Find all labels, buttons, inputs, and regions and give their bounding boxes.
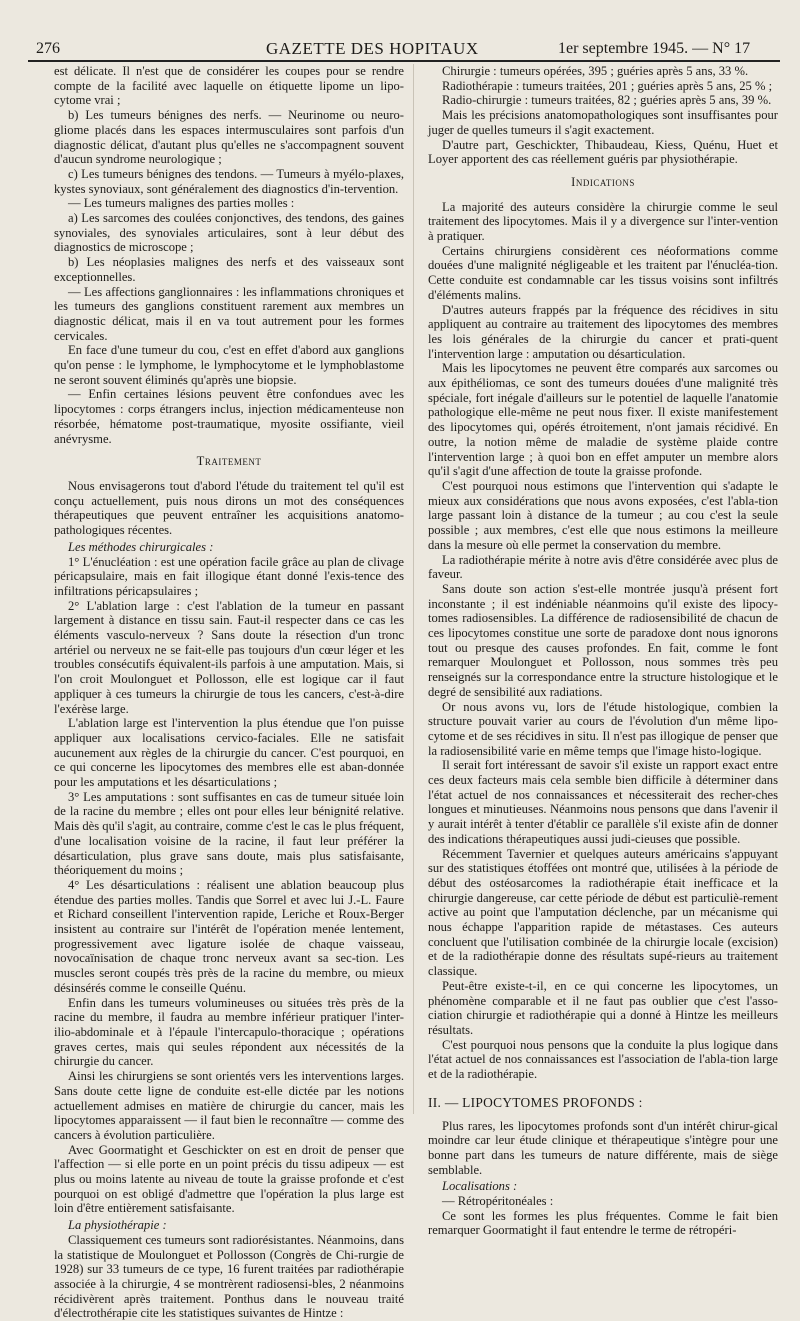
paragraph: En face d'une tumeur du cou, c'est en effet d'abord aux ganglions qu'on pense : le lymphome, le lymphocytome et le lymphoblastome ne seront souvent éliminés qu'après une biopsie. xyxy=(54,343,404,387)
subheading-localisations: Localisations : xyxy=(442,1179,518,1194)
paragraph: Or nous avons vu, lors de l'étude histologique, combien la structure pouvait varier au cours de l'évolution d'un même lipo-cytome et de ses récidives in situ. Il n'est pas illogique de penser que la radiosensibilité varie en même temps que l'image histo-logique. xyxy=(428,699,778,758)
paragraph: Classiquement ces tumeurs sont radiorésistantes. Néanmoins, dans la statistique de Moulonguet et Pollosson (Congrès de Chi-rurgie de 1928) sur 33 tumeurs de ce type, 16 furent traitées par radiothérapie associée à la chirurgie, 4 se montrèrent radiosensi-bles, 2 néanmoins récidivèrent après traitement. Ponthus dans le nouveau traité d'électrothérapie cite les statistiques suivantes de Hintze : xyxy=(54,1232,404,1321)
journal-title: GAZETTE DES HOPITAUX xyxy=(266,39,479,58)
paragraph: La radiothérapie mérite à notre avis d'être considérée avec plus de faveur. xyxy=(428,552,778,582)
paragraph: 1° L'énucléation : est une opération facile grâce au plan de clivage péricapsulaire, mais en fait illogique étant donné l'exis-tence des infiltrations péricapsulaires ; xyxy=(54,554,404,598)
paragraph: c) Les tumeurs bénignes des tendons. — Tumeurs à myélo-plaxes, kystes synoviaux, sont généralement des diagnostics d'in-tervention. xyxy=(54,166,404,196)
paragraph: Mais les précisions anatomopathologiques sont insuffisantes pour juger de quelles tumeurs il s'agit exactement. xyxy=(428,108,778,137)
paragraph: Plus rares, les lipocytomes profonds sont d'un intérêt chirur-gical moindre car leur étude clinique et thérapeutique s'intègre pour une bonne part dans les tumeurs de nature différente, mais de siège semblable. xyxy=(428,1118,778,1177)
paragraph: Nous envisagerons tout d'abord l'étude du traitement tel qu'il est conçu actuellement, puis nous dirons un mot des conséquences thérapeutiques que peuvent entraîner les acquisitions anatomo-pathologiques récentes. xyxy=(54,478,404,538)
paragraph: Ainsi les chirurgiens se sont orientés vers les interventions larges. Sans doute cette ligne de conduite est-elle dictée par les notions actuellement admises en matière de chirurgie du cancer, mais les lipocytomes apparaissent — il faut bien le reconnaître — comme des cancers à évolution particulière. xyxy=(54,1069,404,1142)
paragraph: C'est pourquoi nous estimons que l'intervention qui s'adapte le mieux aux considérations que nous avons exposées, c'est l'abla-tion large passant loin à distance de la tumeur ; au cou c'est la seule possible ; aux membres, c'est elle que nous estimons la meilleure dans la mesure où elle permet la conservation du membre. xyxy=(428,478,778,552)
paragraph: D'autres auteurs frappés par la fréquence des récidives in situ appliquent au contraire au traitement des lipocytomes des membres les lois générales de la chirurgie du cancer et prati-quent l'intervention large : amputation ou désarticulation. xyxy=(428,302,778,361)
paragraph: C'est pourquoi nous pensons que la conduite la plus logique dans l'état actuel de nos connaissances est l'association de l'abla-tion large et de la radiothérapie. xyxy=(428,1037,778,1082)
paragraph: Chirurgie : tumeurs opérées, 395 ; guéries après 5 ans, 33 %. xyxy=(442,64,749,78)
paragraph: — Rétropéritonéales : xyxy=(442,1194,554,1209)
left-column xyxy=(54,64,404,1321)
paragraph: a) Les sarcomes des coulées conjonctives, des tendons, des gaines synoviales, des synoviales articulaires, sont à leur début des diagnostics de microscope ; xyxy=(54,211,404,255)
paragraph: Radio-chirurgie : tumeurs traitées, 82 ; guéries après 5 ans, 39 %. xyxy=(442,93,772,108)
paragraph: Certains chirurgiens considèrent ces néoformations comme douées d'une malignité négligeable et les traitent par l'énucléa-tion. Cette conduite est condamnable car les tissus voisins sont infiltrés d'éléments malins. xyxy=(428,243,778,302)
column-divider xyxy=(413,64,414,1114)
section-heading-indications: Indications xyxy=(571,174,635,189)
paragraph: — Les tumeurs malignes des parties molles : xyxy=(68,196,295,211)
paragraph: 4° Les désarticulations : réalisent une ablation beaucoup plus étendue des parties molles. Tandis que Sorrel et avec lui J.-L. Faure et Richard conseillent l'intervention rapide, Leriche et Roux-Berger insistent au contraire sur l'intérêt de l'opération menée lentement, progressivement avec ligature isolée de chaque vaisseau, novocaïnisation de chaque tronc nerveux avant sa sec-tion. Les muscles seront coupés très près de la racine du membre, ou mieux désinsérés comme le conseille Quénu. xyxy=(54,877,404,995)
paragraph: Radiothérapie : tumeurs traitées, 201 ; guéries après 5 ans, 25 % ; xyxy=(442,78,773,93)
paragraph: — Enfin certaines lésions peuvent être confondues avec les lipocytomes : corps étrangers inclus, injection médicamenteuse non résorbée, hématome post-traumatique, myosite ossifiante, vieil anévrysme. xyxy=(54,387,404,446)
paragraph: Enfin dans les tumeurs volumineuses ou situées très près de la racine du membre, il faudra au membre inférieur pratiquer l'inter-ilio-abdominale et à l'épaule l'intercapulo-thoracique ; opérations graves certes, mais qui seules répondent aux nécessités de la chirurgie du cancer. xyxy=(54,995,404,1069)
paragraph: b) Les néoplasies malignes des nerfs et des vaisseaux sont exceptionnelles. xyxy=(54,255,404,284)
paragraph: D'autre part, Geschickter, Thibaudeau, Kiess, Quénu, Huet et Loyer apportent des cas réellement guéris par physiothérapie. xyxy=(428,137,778,167)
running-header xyxy=(28,36,780,62)
section-heading-traitement: Traitement xyxy=(196,454,262,469)
paragraph: 2° L'ablation large : c'est l'ablation de la tumeur en passant largement à distance en tissu sain. Faut-il respecter dans ce cas les éléments vasculo-nerveux ? Sans doute la résection d'un tronc artériel ou nerveux ne se fait-elle pas toujours d'un cœur léger et les troubles consécutifs équivalent-ils parfois à une amputation. Mais, si l'on croit Moulonguet et Pollosson, elle est logique car il faut appliquer à ces tumeurs la chirurgie de tous les cancers, c'est-à-dire l'exérèse large. xyxy=(54,598,404,716)
paragraph: La majorité des auteurs considère la chirurgie comme le seul traitement des lipocytomes. Mais il y a divergence sur l'inter-vention à pratiquer. xyxy=(428,199,778,244)
subheading-methodes: Les méthodes chirurgicales : xyxy=(68,539,214,554)
page-number: 276 xyxy=(36,40,60,57)
paragraph: 3° Les amputations : sont suffisantes en cas de tumeur située loin de la racine du membre ; elles ont pour elles leur bénignité relative. Mais dès qu'il s'agit, au contraire, comme c'est le cas le plus fréquent, d'une localisation voisine de la racine, il faut leur préférer la désarticulation, plus grave sans doute, mais plus satisfaisante, théoriquement du moins ; xyxy=(54,789,404,878)
paragraph: Peut-être existe-t-il, en ce qui concerne les lipocytomes, un phénomène comparable et il ne faut pas oublier que c'est l'asso-ciation chirurgie et radiothérapie qui a donné à Hintze les meilleurs résultats. xyxy=(428,978,778,1037)
section-title-lipocytomes-profonds: II. — LIPOCYTOMES PROFONDS : xyxy=(428,1094,643,1110)
right-column xyxy=(428,64,778,1238)
subheading-physiotherapie: La physiothérapie : xyxy=(68,1218,167,1233)
paragraph: Sans doute son action s'est-elle montrée jusqu'à présent fort inconstante ; il est indéniable néanmoins qu'il existe des lipocy-tomes radiosensibles. La différence de radiosensibilité de chacun de ces lipocytomes constitue une sorte de paradoxe dont nous ignorons tout ou presque des causes profondes. En fait, comme le font remarquer Moulonguet et Pollosson, nous sommes très peu renseignés sur la correspondance entre la structure histologique et le degré de sensibilité aux radiations. xyxy=(428,581,778,699)
issue-date: 1er septembre 1945. — N° 17 xyxy=(558,40,751,57)
paragraph: b) Les tumeurs bénignes des nerfs. — Neurinome ou neuro-gliome placés dans les espaces intermusculaires sont parfois d'un diagnostic délicat, d'autant plus qu'elles ne s'accompagnent souvent d'aucun syndrome neurologique ; xyxy=(54,108,404,167)
paragraph: Avec Goormatight et Geschickter on est en droit de penser que l'affection — si elle porte en un point précis du tissu adipeux — est plus ou moins latente au niveau de toute la graisse profonde et c'est pourquoi on est obligé d'admettre que l'opération la plus large est loin d'être entièrement satisfaisante. xyxy=(54,1142,404,1216)
paragraph: Récemment Tavernier et quelques auteurs américains s'appuyant sur des statistiques étoffées ont montré que, utilisées à la période de début des ostéosarcomes la radiothérapie était inefficace et la chirurgie dangereuse, car cette période de début est particuliè-rement active au point que l'amputation déclenche, par un mécanisme qui nous échappe l'apparition rapide de métastases. Ces auteurs concluent que l'utilisation combinée de la chirurgie locale (excision) et de la radiothérapie donne des résultats supé-rieurs au traitement classique. xyxy=(428,846,778,979)
paragraph: Il serait fort intéressant de savoir s'il existe un rapport exact entre ces deux facteurs mais cela semble bien difficile à déterminer dans l'état actuel de nos connaissances et nécessiterait des recher-ches longues et minutieuses. Néanmoins nous pensons que dans l'avenir il y aurait intérêt à tenter d'établir ce parallèle s'il existe afin de donner des indications thérapeutiques aussi judi-cieuses que possible. xyxy=(428,758,778,846)
paragraph: L'ablation large est l'intervention la plus étendue que l'on puisse appliquer aux localisations cervico-faciales. Elle ne satisfait aucunement aux règles de la chirurgie du cancer. C'est pourquoi, en ce qui concerne les lipocytomes des membres elle est aban-donnée pour les amputations et les désarticulations ; xyxy=(54,716,404,790)
paragraph: — Les affections ganglionnaires : les inflammations chroniques et les tumeurs des ganglions constituent rarement aux membres un diagnostic délicat, mais il en va tout autrement pour les formes cervicales. xyxy=(54,284,404,343)
paragraph: est délicate. Il n'est que de considérer les coupes pour se rendre compte de la facilité avec laquelle on étiquette lipome un lipo-cytome vrai ; xyxy=(54,64,404,108)
paragraph: Ce sont les formes les plus fréquentes. Comme le fait bien remarquer Goormatight il faut entendre le terme de rétropéri- xyxy=(428,1208,778,1238)
paragraph: Mais les lipocytomes ne peuvent être comparés aux sarcomes ou aux épithéliomas, ce sont des tumeurs douées d'une malignité très spéciale, fort inégale d'ailleurs sur le potentiel de laquelle l'anatomie pathologique elle-même ne peut nous fixer. Il existe manifestement des lipocytomes qui, opérés étroitement, n'ont jamais récidivé. En outre, la notion même de maladie de système plaide contre l'intervention large ; à quoi bon en effet amputer un membre alors qu'il s'agit d'une affection de toute la graisse profonde. xyxy=(428,361,778,479)
